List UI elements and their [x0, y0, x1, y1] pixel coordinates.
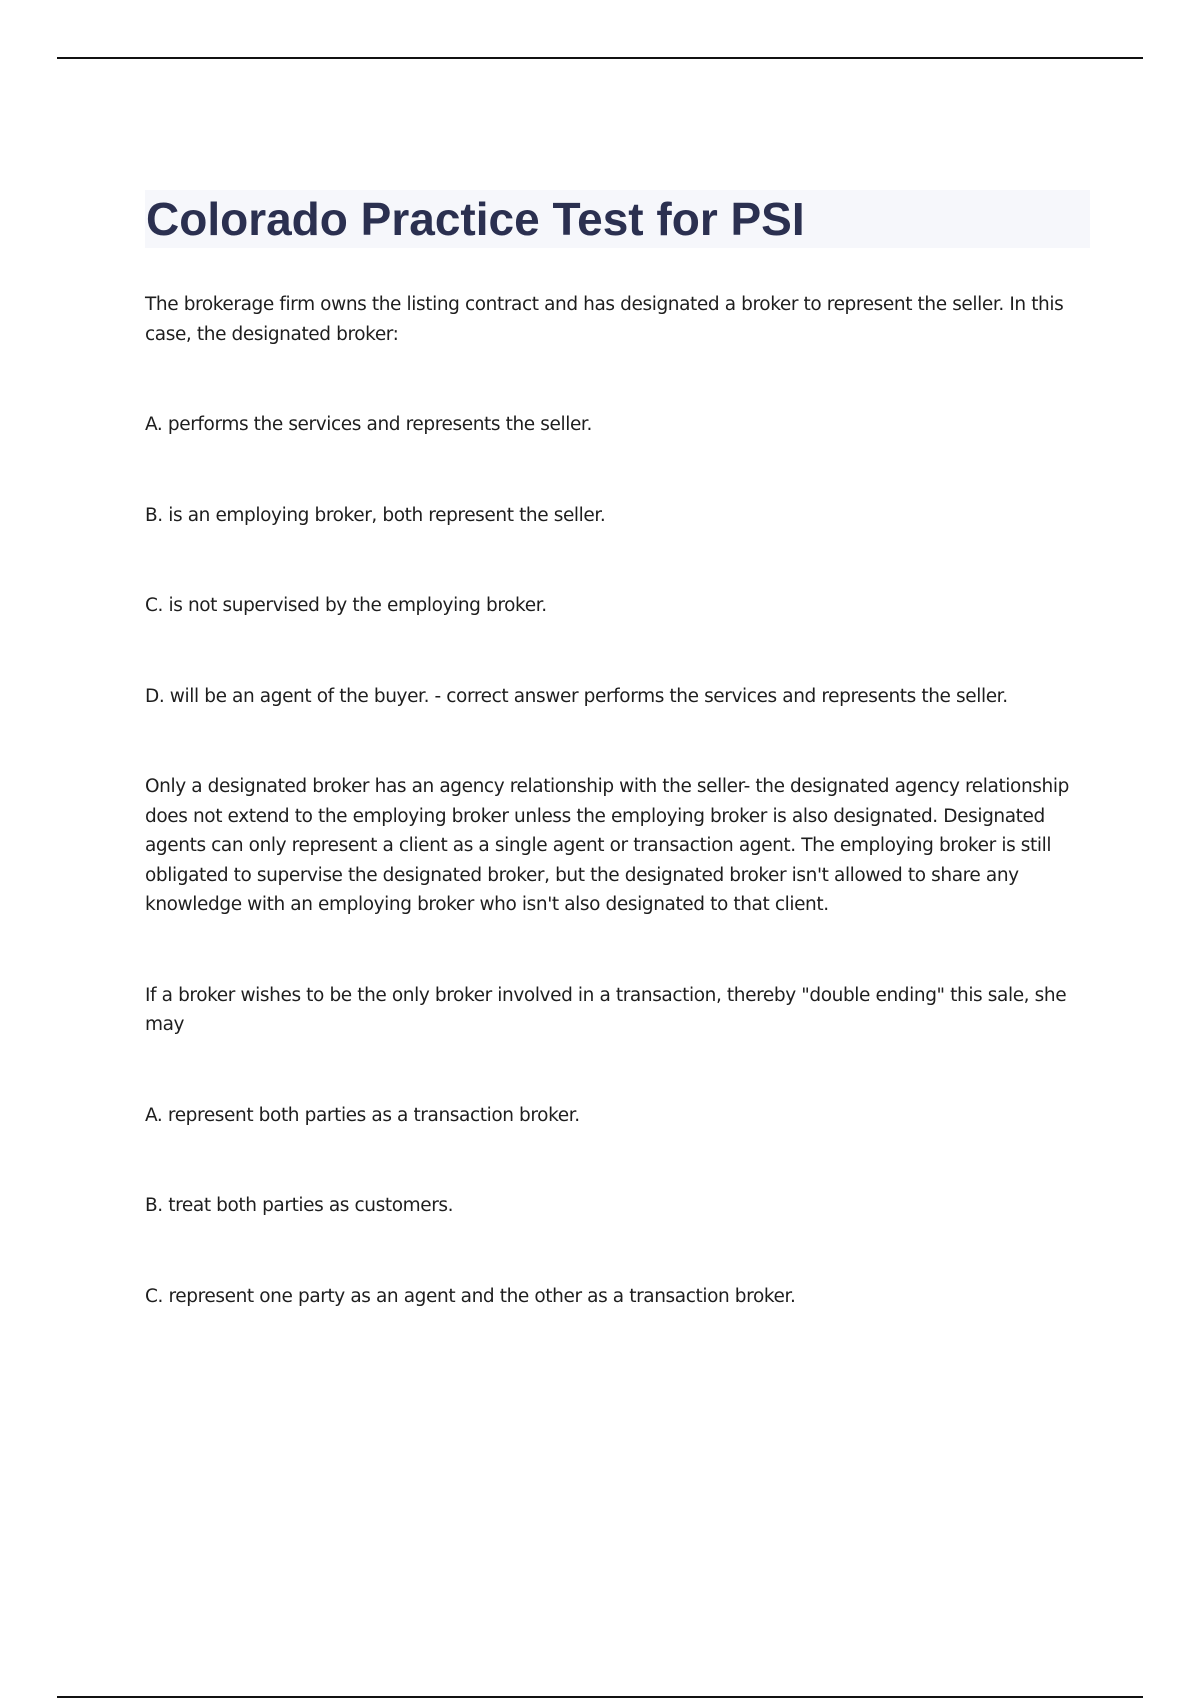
- question-2-option-c: C. represent one party as an agent and the other as a transaction broker.: [145, 1285, 796, 1307]
- question-2-option-a: A. represent both parties as a transaction broker.: [145, 1104, 580, 1126]
- question-1-stem: The brokerage firm owns the listing contract and has designated a broker to represent the seller. In this case, the designated broker:: [145, 294, 1064, 345]
- question-1-option-d-answer: D. will be an agent of the buyer. - correct answer performs the services and represents the seller.: [145, 685, 1008, 707]
- question-1-option-c: C. is not supervised by the employing broker.: [145, 595, 547, 616]
- question-1-explanation: Only a designated broker has an agency relationship with the seller- the designated agency relationship does not extend to the employing broker unless the employing broker is also designated. Designated agents can only represent a client as a single agent or transaction agent. The employing broker is still obligated to supervise the designated broker, but the designated broker isn't allowed to share any knowledge with an employing broker who isn't also designated to that client.: [145, 776, 1069, 915]
- question-1-option-a: A. performs the services and represents the seller.: [145, 414, 592, 435]
- document-body: [145, 290, 1090, 1311]
- document-title: Colorado Practice Test for PSI: [146, 193, 805, 245]
- footer-rule: [57, 1696, 1143, 1698]
- header-rule: [57, 57, 1143, 59]
- question-2-option-b: B. treat both parties as customers.: [145, 1195, 454, 1216]
- question-1-option-b: B. is an employing broker, both represent the seller.: [145, 504, 606, 526]
- question-2-stem: If a broker wishes to be the only broker involved in a transaction, thereby "double ending" this sale, she may: [145, 984, 1067, 1035]
